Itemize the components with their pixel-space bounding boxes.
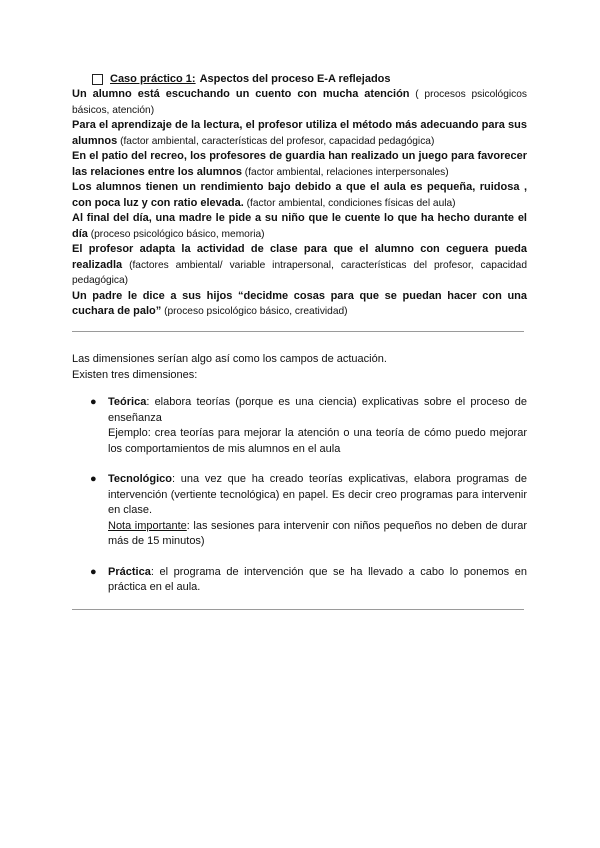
case-heading: [92, 72, 527, 87]
case-item: En el patio del recreo, los profesores de guardia han realizado un juego para favorecer las relaciones entre los alumnos (factor ambiental, relaciones interpersonales): [72, 150, 527, 178]
case-item: Al final del día, una madre le pide a su niño que le cuente lo que ha hecho durante el día (proceso psicológico básico, memoria): [72, 212, 527, 240]
note-label: Nota importante: [108, 519, 187, 532]
dimension-item-tecnologico: ● Tecnológico: una vez que ha creado teorías explicativas, elabora programas de intervención (vertiente tecnológica) en papel. Es decir creo programas para intervenir en clase. Nota importante: las sesiones para intervenir con niños pequeños no deben de durar más de 15 minutos): [90, 473, 527, 547]
dimension-item-practica: ● Práctica: el programa de intervención que se ha llevado a cabo lo ponemos en práctica en el aula.: [90, 565, 527, 593]
case-item: Un alumno está escuchando un cuento con mucha atención ( procesos psicológicos básicos, atención): [72, 88, 527, 116]
dimension-item-teorica: ● Teórica: elabora teorías (porque es una ciencia) explicativas sobre el proceso de enseñanza Ejemplo: crea teorías para mejorar la atención o una teoría de cómo puedo mejorar los comportamientos de mis alumnos en el aula: [90, 396, 527, 455]
case-item: Los alumnos tienen un rendimiento bajo debido a que el aula es pequeña, ruidosa , con poca luz y con ratio elevada. (factor ambiental, condiciones físicas del aula): [72, 181, 527, 209]
dimension-term: Tecnológico: [108, 473, 172, 485]
intro-line: Las dimensiones serían algo así como los campos de actuación.: [72, 353, 387, 365]
dimension-example: Ejemplo: crea teorías para mejorar la atención o una teoría de cómo puedo mejorar los comportamientos de mis alumnos en el aula: [108, 427, 527, 455]
divider: [72, 331, 524, 332]
dimension-term: Teórica: [108, 396, 147, 408]
bullet-icon: ●: [90, 473, 97, 485]
case-item: Para el aprendizaje de la lectura, el profesor utiliza el método más adecuando para sus alumnos (factor ambiental, características del profesor, capacidad pedagógica): [72, 119, 527, 147]
case-heading-title: Aspectos del proceso E-A reflejados: [199, 73, 391, 85]
dimensions-list: [90, 395, 527, 611]
dimensions-intro: [72, 352, 527, 383]
dimension-term: Práctica: [108, 565, 151, 578]
bullet-icon: ●: [90, 565, 97, 578]
case-item: Un padre le dice a sus hijos “decidme cosas para que se puedan hacer con una cuchara de palo” (proceso psicológico básico, creatividad): [72, 289, 527, 317]
case-section: [72, 72, 527, 320]
bullet-icon: ●: [90, 396, 97, 408]
divider: [72, 609, 524, 610]
intro-line: Existen tres dimensiones:: [72, 368, 198, 381]
case-item: El profesor adapta la actividad de clase para que el alumno con ceguera pueda realizadla (factores ambiental/ variable intrapersonal, características del profesor, capacidad pedagógica): [72, 243, 527, 286]
note-text: : las sesiones para intervenir con niños pequeños no deben de durar más de 15 minutos): [108, 519, 527, 547]
checkbox-icon[interactable]: [92, 74, 103, 85]
case-heading-prefix: Caso práctico 1:: [110, 73, 196, 85]
